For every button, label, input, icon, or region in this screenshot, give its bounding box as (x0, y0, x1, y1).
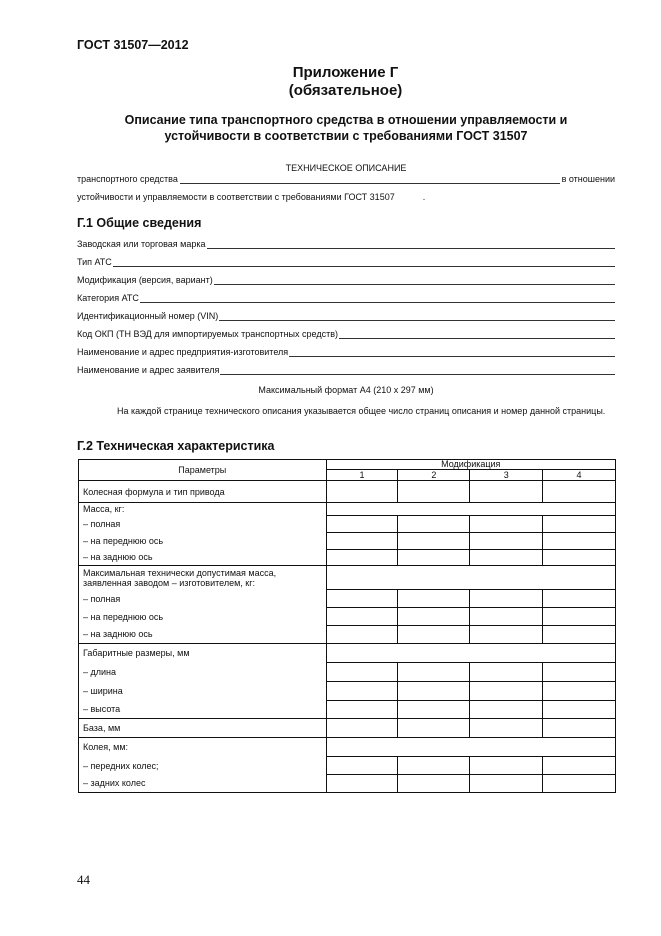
cell[interactable] (470, 663, 543, 682)
page-note: На каждой странице технического описания указывается общее число страниц описания и номер данной страницы. (117, 406, 606, 416)
cell[interactable] (398, 516, 470, 533)
cell[interactable] (470, 533, 543, 550)
section1-title: Г.1 Общие сведения (77, 216, 202, 230)
cell[interactable] (398, 608, 470, 626)
row-dims-height: – высота (79, 701, 327, 719)
field-type (77, 255, 615, 267)
mod-1-header: 1 (326, 470, 398, 481)
mod-2-header: 2 (398, 470, 470, 481)
cell[interactable] (326, 719, 398, 738)
cell[interactable] (543, 608, 616, 626)
cell[interactable] (470, 757, 543, 775)
standard-header: ГОСТ 31507—2012 (77, 38, 189, 52)
appendix-title: Приложение Г (292, 64, 399, 81)
table-row (79, 738, 616, 757)
tech-description-caption: ТЕХНИЧЕСКОЕ ОПИСАНИЕ (285, 163, 407, 173)
tech-spec-table (78, 459, 616, 793)
vehicle-line-blank[interactable] (180, 175, 560, 184)
field-modification-label: Модификация (версия, вариант) (77, 275, 213, 285)
field-vin-label: Идентификационный номер (VIN) (77, 311, 219, 321)
table-row (79, 682, 616, 701)
field-modification-input[interactable] (214, 275, 615, 285)
field-okp-input[interactable] (339, 329, 615, 339)
cell[interactable] (470, 481, 543, 503)
cell[interactable] (398, 626, 470, 644)
field-applicant (77, 363, 615, 375)
cell[interactable] (398, 719, 470, 738)
max-mass-line1: Максимальная технически допустимая масса, (83, 567, 277, 578)
vehicle-line-label: транспортного средства (77, 174, 178, 184)
col-mod-header: Модификация (326, 460, 615, 470)
cell-blank (326, 566, 615, 590)
field-manufacturer-label: Наименование и адрес предприятия-изготовителя (77, 347, 289, 357)
cell[interactable] (326, 590, 398, 608)
table-row (79, 533, 616, 550)
row-track-label: Колея, мм: (79, 738, 327, 757)
cell[interactable] (543, 626, 616, 644)
cell[interactable] (543, 701, 616, 719)
description-title-line2: устойчивости в соответствии с требованиями ГОСТ 31507 (164, 129, 528, 143)
row-track-rear: – задних колес (79, 775, 327, 793)
row-mass-total: – полная (79, 516, 327, 533)
field-applicant-label: Наименование и адрес заявителя (77, 365, 220, 375)
row-max-mass-front: – на переднюю ось (79, 608, 327, 626)
row-mass-rear: – на заднюю ось (79, 550, 327, 566)
field-manufacturer-input[interactable] (289, 347, 615, 357)
cell[interactable] (326, 533, 398, 550)
cell[interactable] (470, 719, 543, 738)
row-track-front: – передних колес; (79, 757, 327, 775)
cell[interactable] (398, 775, 470, 793)
cell[interactable] (543, 757, 616, 775)
cell[interactable] (470, 682, 543, 701)
table-row (79, 608, 616, 626)
cell[interactable] (326, 516, 398, 533)
field-manufacturer (77, 345, 615, 357)
cell[interactable] (470, 775, 543, 793)
cell[interactable] (470, 516, 543, 533)
field-category (77, 291, 615, 303)
cell[interactable] (326, 757, 398, 775)
cell[interactable] (398, 663, 470, 682)
cell[interactable] (470, 608, 543, 626)
cell[interactable] (326, 682, 398, 701)
table-row (79, 663, 616, 682)
cell[interactable] (543, 663, 616, 682)
table-row (79, 481, 616, 503)
row-max-mass-label (79, 566, 327, 590)
row-dims-width: – ширина (79, 682, 327, 701)
cell[interactable] (326, 663, 398, 682)
table-row (79, 550, 616, 566)
field-okp (77, 327, 615, 339)
table-row (79, 626, 616, 644)
row-max-mass-total: – полная (79, 590, 327, 608)
table-row (79, 503, 616, 516)
cell[interactable] (326, 608, 398, 626)
section2-title: Г.2 Техническая характеристика (77, 439, 275, 453)
vehicle-line (77, 174, 615, 184)
field-modification (77, 273, 615, 285)
table-row (79, 757, 616, 775)
cell-blank (326, 738, 615, 757)
field-vin-input[interactable] (219, 311, 615, 321)
cell[interactable] (326, 550, 398, 566)
cell[interactable] (398, 550, 470, 566)
field-brand (77, 237, 615, 249)
cell[interactable] (543, 590, 616, 608)
table-row (79, 644, 616, 663)
mod-4-header: 4 (543, 470, 616, 481)
table-row (79, 719, 616, 738)
table-row (79, 775, 616, 793)
cell[interactable] (470, 550, 543, 566)
table-row (79, 701, 616, 719)
cell[interactable] (398, 757, 470, 775)
appendix-heading (0, 64, 661, 100)
cell[interactable] (543, 481, 616, 503)
cell[interactable] (398, 590, 470, 608)
cell[interactable] (543, 516, 616, 533)
table-row (79, 590, 616, 608)
field-applicant-input[interactable] (220, 365, 615, 375)
stability-line-text: устойчивости и управляемости в соответствии с требованиями ГОСТ 31507 (77, 192, 395, 202)
row-base: База, мм (79, 719, 327, 738)
row-mass-label: Масса, кг: (79, 503, 327, 516)
page-number: 44 (77, 872, 90, 887)
cell[interactable] (470, 701, 543, 719)
cell[interactable] (470, 590, 543, 608)
field-category-input[interactable] (140, 293, 615, 303)
field-brand-input[interactable] (207, 239, 615, 249)
field-type-label: Тип АТС (77, 257, 112, 267)
table-row (79, 566, 616, 590)
max-mass-line2: заявленная заводом – изготовителем, кг: (83, 577, 256, 588)
cell[interactable] (326, 701, 398, 719)
cell-blank (326, 503, 615, 516)
row-mass-front: – на переднюю ось (79, 533, 327, 550)
cell[interactable] (543, 719, 616, 738)
cell[interactable] (326, 626, 398, 644)
cell-blank (326, 644, 615, 663)
table-row (79, 516, 616, 533)
cell[interactable] (326, 775, 398, 793)
stability-line (77, 192, 497, 202)
row-dims-label: Габаритные размеры, мм (79, 644, 327, 663)
cell[interactable] (543, 550, 616, 566)
row-max-mass-rear: – на заднюю ось (79, 626, 327, 644)
field-type-input[interactable] (113, 257, 615, 267)
row-wheel-formula: Колесная формула и тип привода (79, 481, 327, 503)
cell[interactable] (470, 626, 543, 644)
cell[interactable] (543, 533, 616, 550)
format-note: Максимальный формат А4 (210 х 297 мм) (258, 385, 434, 395)
cell[interactable] (398, 682, 470, 701)
cell[interactable] (543, 682, 616, 701)
field-category-label: Категория АТС (77, 293, 139, 303)
cell[interactable] (398, 481, 470, 503)
description-title-line1: Описание типа транспортного средства в отношении управляемости и (124, 113, 568, 127)
cell[interactable] (543, 775, 616, 793)
row-dims-length: – длина (79, 663, 327, 682)
cell[interactable] (398, 533, 470, 550)
field-vin (77, 309, 615, 321)
field-okp-label: Код ОКП (ТН ВЭД для импортируемых транспортных средств) (77, 329, 338, 339)
col-params-header: Параметры (79, 460, 327, 481)
field-brand-label: Заводская или торговая марка (77, 239, 206, 249)
mod-3-header: 3 (470, 470, 543, 481)
description-title (77, 112, 615, 144)
table-header-row (79, 460, 616, 470)
appendix-subtitle: (обязательное) (288, 82, 403, 99)
cell[interactable] (326, 481, 398, 503)
stability-line-end: . (422, 192, 426, 202)
cell[interactable] (398, 701, 470, 719)
vehicle-line-suffix: в отношении (561, 174, 615, 184)
